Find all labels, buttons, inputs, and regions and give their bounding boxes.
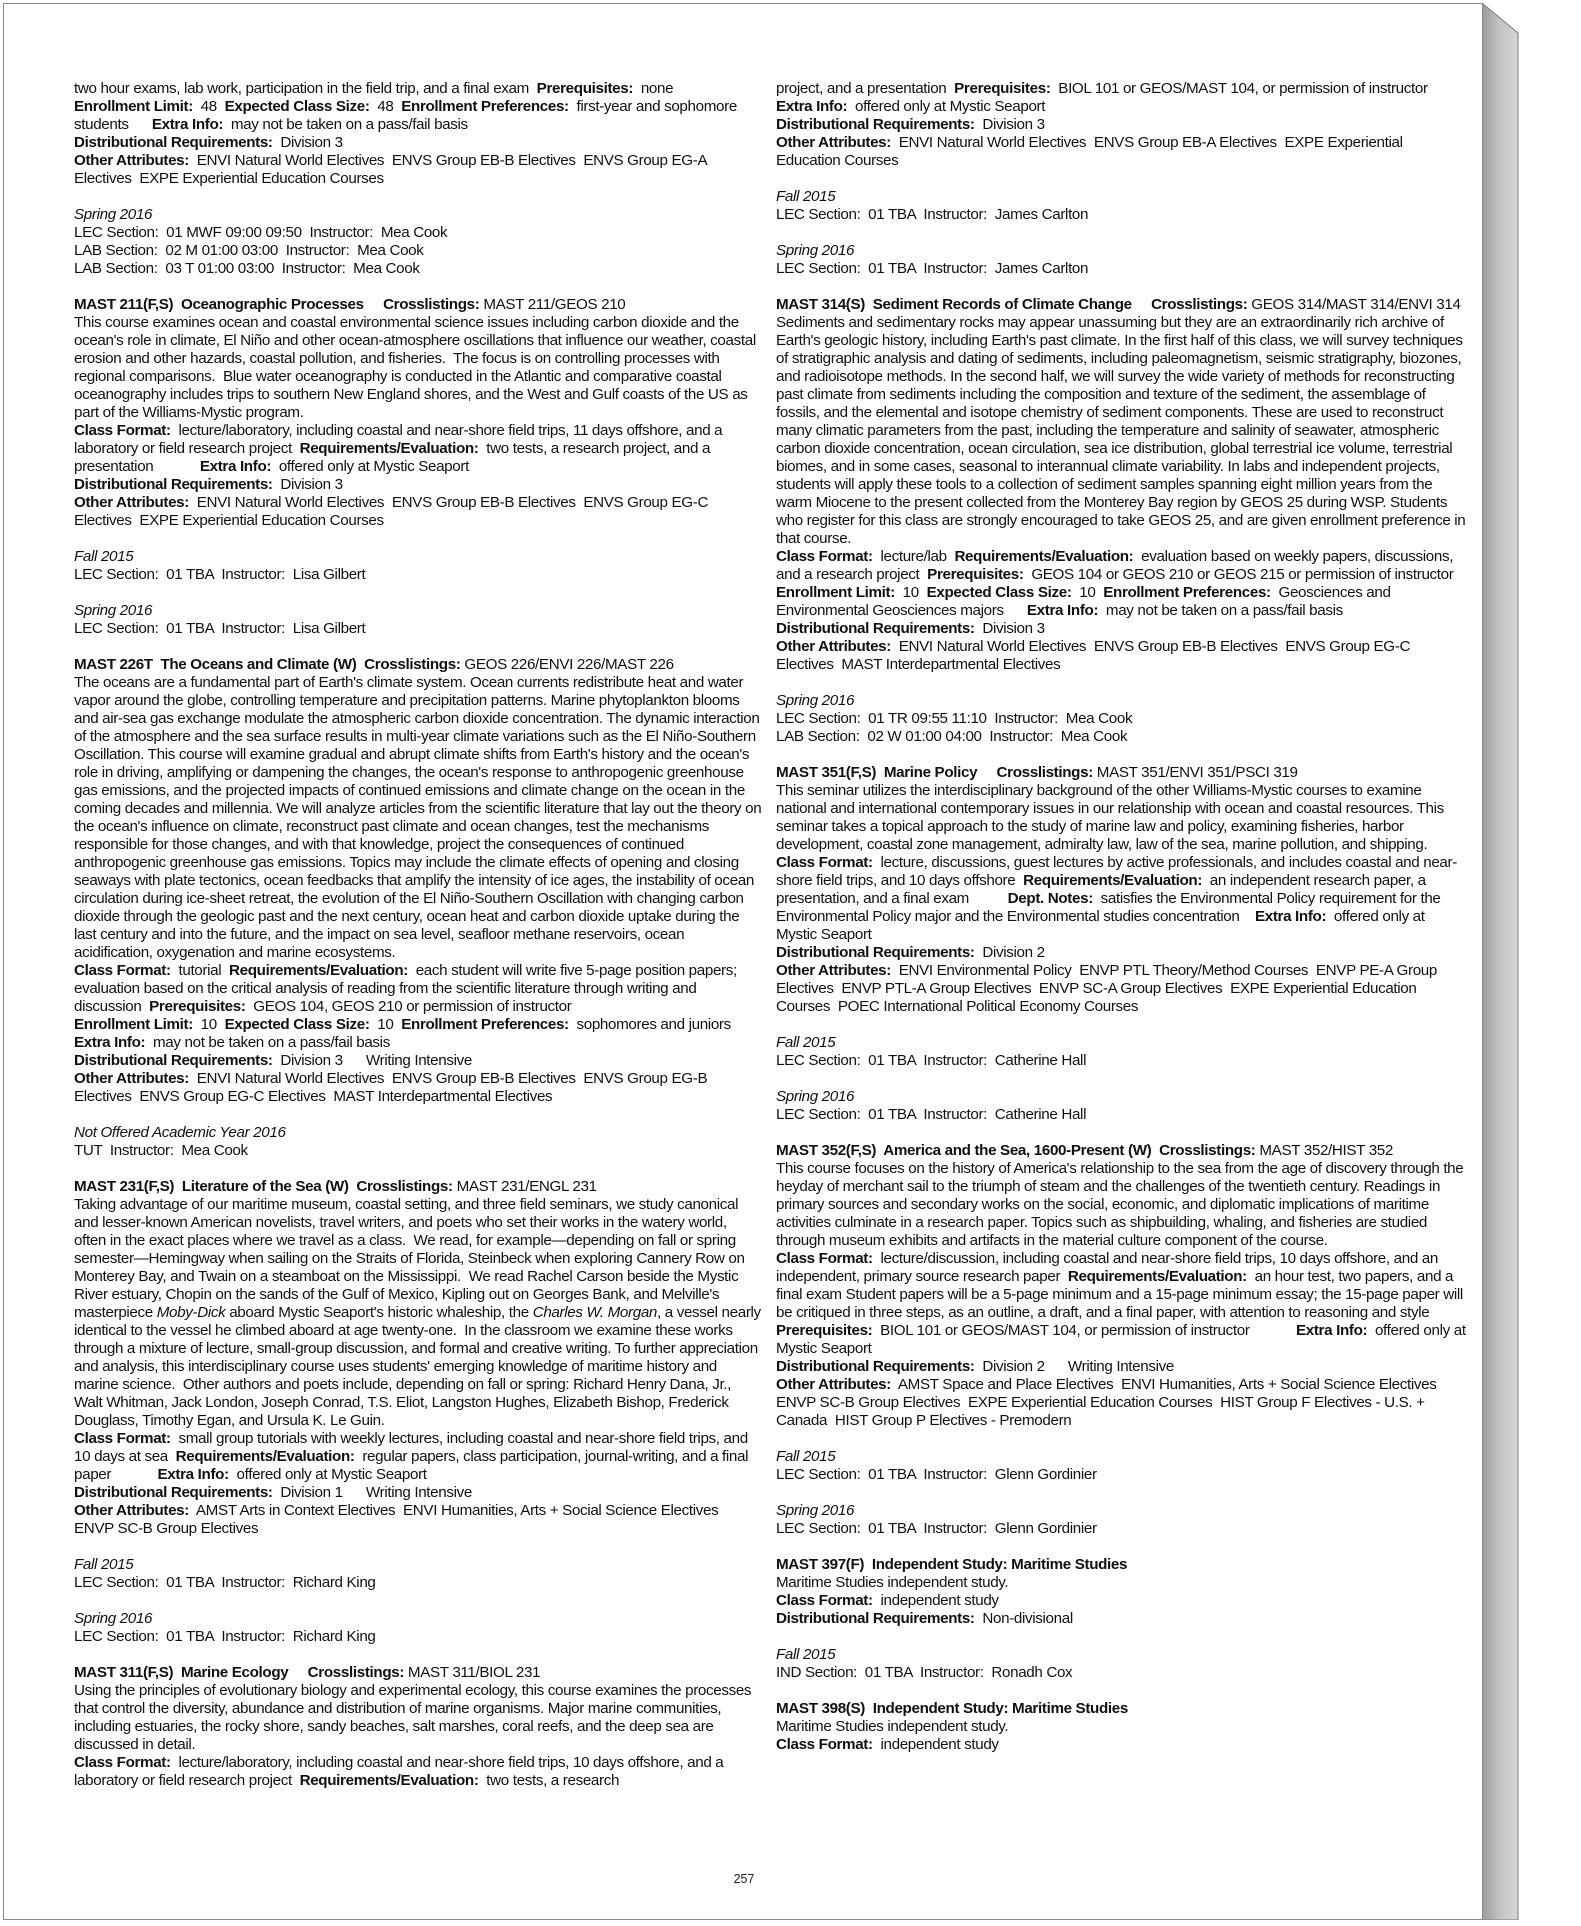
field-label: Extra Info: [151, 116, 224, 133]
field-value: AMST Arts in Context Electives ENVI Humanities, Arts + Social Science Electives ENVP SC-B Group Electives [74, 1502, 727, 1537]
text-line [776, 1448, 1466, 1466]
field-value: lecture/lab [872, 548, 955, 565]
field-label: Class Format: [776, 1250, 873, 1267]
field-label: Enrollment Limit: [74, 1016, 193, 1033]
course-title-line [74, 1664, 762, 1682]
field-label: Class Format: [776, 1736, 873, 1753]
field-label: MAST 211(F,S) Oceanographic Processes Crosslistings: [74, 296, 480, 313]
field-label: Class Format: [776, 1592, 873, 1609]
italic-text: Charles W. Morgan [532, 1304, 658, 1321]
field-label: Other Attributes: [74, 494, 189, 511]
field-value: independent study [872, 1592, 999, 1609]
field-value: BIOL 101 or GEOS/MAST 104, or permission of instructor [1050, 80, 1475, 97]
field-value: 10 [1071, 584, 1104, 601]
text-line [776, 1034, 1466, 1052]
field-value: lecture/discussion, including coastal and near-shore field trips, 10 days offshore, and an independent, primary source research paper [776, 1250, 1442, 1285]
text-line [776, 1664, 1466, 1682]
field-value: Division 3 [974, 620, 1045, 637]
text-line [74, 494, 762, 530]
field-label: Enrollment Limit: [776, 584, 895, 601]
text-line [776, 1592, 1466, 1610]
field-label: Distributional Requirements: [776, 944, 975, 961]
course-title-line [74, 1178, 762, 1196]
field-value: ENVI Natural World Electives ENVS Group EB-B Electives ENVS Group EG-B Electives ENVS Group EG-C Electives MAST Interdepartmental Electives [74, 1070, 712, 1105]
section-schedule [74, 1556, 762, 1592]
text-line [74, 1610, 762, 1628]
text-line [74, 206, 762, 224]
field-value: an hour test, two papers, and a final exam Student papers will be a 5-page minimum and a 15-page minimum essay; the 15-page paper will be critiqued in three steps, as an outline, a draft, and a final paper, with attention to reasoning and style [776, 1268, 1467, 1321]
field-value: small group tutorials with weekly lectures, including coastal and near-shore field trips, and 10 days at sea [74, 1430, 752, 1465]
field-value: independent study [872, 1736, 999, 1753]
text-line [776, 1502, 1466, 1520]
field-value: tutorial [170, 962, 229, 979]
field-value: MAST 231/ENGL 231 [452, 1178, 597, 1195]
right-column [776, 80, 1475, 1772]
field-value: GEOS 104 or GEOS 210 or GEOS 215 or permission of instructor [1023, 566, 1462, 583]
text-line [776, 728, 1466, 746]
course-title-line [74, 656, 762, 674]
field-value: LEC Section: 01 TR 09:55 11:10 Instructor: Mea Cook [776, 710, 1133, 727]
field-value: offered only at Mystic Seaport [271, 458, 469, 475]
field-label: Requirements/Evaluation: [1023, 872, 1203, 889]
text-line [74, 620, 762, 638]
field-label: Class Format: [74, 422, 171, 439]
field-value: project, and a presentation [776, 80, 955, 97]
text-line [776, 1466, 1466, 1484]
text-line [776, 782, 1466, 854]
text-line [74, 548, 762, 566]
field-value: offered only at Mystic Seaport [228, 1466, 427, 1483]
field-value: lecture/laboratory, including coastal and near-shore field trips, 10 days offshore, and a laboratory or field research project [74, 1754, 728, 1789]
field-value: This course focuses on the history of America's relationship to the sea from the age of discovery through the heyday of merchant sail to the triumph of steam and the challenges of the twentieth century. Readings in primary sources and secondary works on the social, economic, and diplomatic implications of maritime activities culminate in a research paper. Topics such as shipbuilding, whaling, and fisheries are studied through museum exhibits and artifacts in the material culture component of the course. [776, 1160, 1468, 1249]
text-line [74, 80, 762, 98]
text-line [776, 134, 1466, 170]
field-value: may not be taken on a pass/fail basis [145, 1034, 390, 1051]
field-value: ENVI Environmental Policy ENVP PTL Theory/Method Courses ENVP PE-A Group Electives ENVP PTL-A Group Electives ENVP SC-A Group Electives EXPE Experiential Education Courses POEC International Political Economy Courses [776, 962, 1441, 1015]
field-label: Requirements/Evaluation: [299, 1772, 479, 1789]
field-value: LEC Section: 01 TBA Instructor: James Carlton [776, 260, 1089, 277]
field-label: Requirements/Evaluation: [175, 1448, 355, 1465]
text-line [74, 1070, 762, 1106]
text-line [74, 314, 762, 422]
text-line [776, 188, 1466, 206]
text-line [776, 260, 1466, 278]
text-line [776, 620, 1466, 638]
field-value: two hour exams, lab work, participation in the field trip, and a final exam [74, 80, 537, 97]
field-label: Distributional Requirements: [74, 1052, 273, 1069]
italic-text: Spring 2016 [776, 242, 855, 259]
text-line [74, 1502, 762, 1538]
field-label: Prerequisites: [536, 80, 634, 97]
field-label: Dept. Notes: [1007, 890, 1093, 907]
italic-text: Moby-Dick [156, 1304, 226, 1321]
field-label: Distributional Requirements: [776, 1358, 975, 1375]
field-value: LEC Section: 01 TBA Instructor: Catherine Hall [776, 1052, 1087, 1069]
field-label: Expected Class Size: [224, 98, 370, 115]
text-line [74, 1574, 762, 1592]
course-entry [776, 764, 1466, 1016]
field-value: Division 3 [272, 476, 343, 493]
course-title-line [776, 296, 1466, 314]
field-value: 48 [192, 98, 225, 115]
section-schedule [776, 1646, 1466, 1682]
text-line [776, 1376, 1466, 1430]
section-schedule [776, 188, 1466, 224]
text-line [74, 674, 766, 962]
field-value: Division 3 [974, 116, 1045, 133]
text-line [74, 1430, 762, 1484]
section-schedule [74, 206, 762, 278]
field-value: LAB Section: 02 W 01:00 04:00 Instructor: Mea Cook [776, 728, 1128, 745]
text-line [74, 602, 762, 620]
text-line [776, 548, 1466, 620]
field-value: MAST 311/BIOL 231 [404, 1664, 541, 1681]
course-entry [74, 296, 762, 530]
field-label: Other Attributes: [74, 1070, 189, 1087]
field-value: may not be taken on a pass/fail basis [223, 116, 468, 133]
text-line [776, 1736, 1466, 1754]
field-value: The oceans are a fundamental part of Earth's climate system. Ocean currents redistribute heat and water vapor around the globe, controlling temperature and precipitation patterns. Marine phytoplankton blooms and air-sea gas exchange modulate the atmospheric carbon dioxide concentration. The dynamic interaction of the atmosphere and the sea surface results in multi-year climate variations such as the El Niño-Southern Oscillation. This course will examine gradual and abrupt climate shifts from Earth's history and the ocean's role in driving, amplifying or dampening the changes, the ocean's response to anthropogenic greenhouse gas emissions, and the projected impacts of continued emissions and climate change on the ocean in the coming decades and millennia. We will analyze articles from the scientific literature that lay out the theory on the ocean's influence on climate, reconstruct past climate and ocean changes, test the mechanisms responsible for those changes, and with that knowledge, project the consequences of continued anthropogenic greenhouse gas emissions. Topics may include the climate effects of opening and closing seaways with plate tectonics, ocean feedbacks that amplify the intensity of ice ages, the instability of ocean circulation during ice-sheet retreat, the evolution of the El Niño-Southern Oscillation with changing carbon dioxide through the geologic past and the next century, ocean heat and carbon dioxide uptake during the last century and into the future, and the impact on sea level, seafloor methane reservoirs, ocean acidification, oxygenation and marine ecosystems. [74, 674, 766, 961]
field-label: MAST 226T The Oceans and Climate (W) Crosslistings: [74, 656, 461, 673]
field-value: Division 3 Writing Intensive [272, 1052, 472, 1069]
italic-text: Fall 2015 [776, 1646, 836, 1663]
field-label: Expected Class Size: [926, 584, 1072, 601]
text-line [74, 152, 762, 188]
field-label: Other Attributes: [776, 962, 891, 979]
field-value: lecture/laboratory, including coastal and near-shore field trips, 11 days offshore, and a laboratory or field research project [74, 422, 727, 457]
field-label: Requirements/Evaluation: [229, 962, 408, 979]
text-line [776, 962, 1466, 1016]
course-title-line [776, 1556, 1466, 1574]
text-line [74, 1124, 762, 1142]
field-label: Extra Info: [157, 1466, 229, 1483]
course-title-line [776, 764, 1466, 782]
field-value: LAB Section: 03 T 01:00 03:00 Instructor: Mea Cook [74, 260, 420, 277]
field-value: LEC Section: 01 TBA Instructor: Lisa Gilbert [74, 620, 366, 637]
field-label: Distributional Requirements: [776, 116, 975, 133]
field-label: Requirements/Evaluation: [954, 548, 1134, 565]
field-label: Other Attributes: [776, 1376, 891, 1393]
left-column [74, 80, 766, 1808]
field-value: ENVI Natural World Electives ENVS Group EB-B Electives ENVS Group EG-C Electives EXPE Experiential Education Courses [74, 494, 712, 529]
section-schedule [74, 1610, 762, 1646]
field-label: Requirements/Evaluation: [1067, 1268, 1247, 1285]
catalog-page [3, 3, 1483, 1920]
field-label: Extra Info: [1254, 908, 1327, 925]
italic-text: Spring 2016 [776, 1088, 855, 1105]
text-line [776, 1088, 1466, 1106]
field-label: Enrollment Limit: [74, 98, 193, 115]
field-label: Prerequisites: [776, 1322, 873, 1339]
field-label: MAST 314(S) Sediment Records of Climate Change Crosslistings: [776, 296, 1248, 313]
field-label: Other Attributes: [74, 152, 189, 169]
field-value: 48 [369, 98, 402, 115]
field-value: none [633, 80, 674, 97]
italic-text: Fall 2015 [776, 1034, 836, 1051]
section-schedule [776, 242, 1466, 278]
italic-text: Fall 2015 [776, 188, 836, 205]
text-line [74, 1142, 762, 1160]
field-value: Sediments and sedimentary rocks may appear unassuming but they are an extraordinarily rich archive of Earth's geologic history, including Earth's past climate. In the first half of this class, we will survey techniques of stratigraphic analysis and dating of sediments, including paleomagnetism, seismic stratigraphy, biozones, and radioisotope methods. In the second half, we will survey the wide variety of methods for reconstructing past climate from sediments including the composition and texture of the sediment, the assemblage of fossils, and the elemental and isotope chemistry of sediment components. These are used to reconstruct many climatic parameters from the past, including the temperature and salinity of seawater, atmospheric carbon dioxide concentration, ocean circulation, sea ice distribution, global terrestrial ice volume, terrestrial biomes, and in some cases, seasonal to interannual climate variability. In labs and independent projects, students will apply these tools to a collection of sediment samples spanning eight million years from the warm Miocene to the present collected from the Monterey Bay region by GEOS 25 during WSP. Students who register for this class are strongly encouraged to take GEOS 25, and are given enrollment preference in that course. [776, 314, 1470, 547]
field-label: Distributional Requirements: [74, 134, 273, 151]
field-value: GEOS 104, GEOS 210 or permission of instructor [245, 998, 572, 1015]
text-line [74, 1052, 762, 1070]
text-line [74, 1016, 762, 1052]
text-line [74, 1754, 762, 1790]
section-schedule [776, 1088, 1466, 1124]
field-value: LEC Section: 01 TBA Instructor: Lisa Gilbert [74, 566, 366, 583]
field-label: Class Format: [776, 854, 873, 871]
section-schedule [74, 548, 762, 584]
field-value: Division 2 [974, 944, 1045, 961]
text-line [776, 1574, 1466, 1592]
field-value: aboard Mystic Seaport's historic whaleship, the [225, 1304, 533, 1321]
text-line [776, 80, 1475, 116]
field-value: MAST 211/GEOS 210 [479, 296, 626, 313]
text-line [74, 242, 762, 260]
text-line [776, 314, 1470, 548]
field-value: Non-divisional [974, 1610, 1073, 1627]
field-label: Class Format: [776, 548, 873, 565]
field-value: evaluation based on weekly papers, discussions, and a research project [776, 548, 1457, 583]
field-value: TUT Instructor: Mea Cook [74, 1142, 248, 1159]
course-entry [776, 1556, 1466, 1628]
section-schedule [776, 1448, 1466, 1484]
text-line [776, 854, 1466, 944]
field-value: may not be taken on a pass/fail basis [1098, 602, 1343, 619]
italic-text: Fall 2015 [776, 1448, 836, 1465]
text-line [74, 422, 762, 476]
field-value: lecture, discussions, guest lectures by active professionals, and includes coastal and near-shore field trips, and 10 days offshore [776, 854, 1457, 889]
field-label: Prerequisites: [927, 566, 1024, 583]
section-schedule [776, 692, 1466, 746]
section-schedule [74, 1124, 762, 1160]
field-value: offered only at Mystic Seaport [776, 1322, 1470, 1357]
text-line [74, 1682, 762, 1754]
field-value: LEC Section: 01 TBA Instructor: Catherine Hall [776, 1106, 1087, 1123]
field-value: sophomores and juniors [568, 1016, 755, 1033]
field-label: Extra Info: [74, 1034, 146, 1051]
field-value: LEC Section: 01 MWF 09:00 09:50 Instructor: Mea Cook [74, 224, 448, 241]
course-entry [776, 1142, 1470, 1430]
field-value: two tests, a research [478, 1772, 620, 1789]
page-edge-3d [1482, 3, 1522, 1920]
field-label: Distributional Requirements: [776, 620, 975, 637]
text-line [74, 962, 762, 1016]
italic-text: Fall 2015 [74, 548, 134, 565]
text-line [776, 1520, 1466, 1538]
italic-text: Spring 2016 [74, 1610, 153, 1627]
field-value: Division 1 Writing Intensive [272, 1484, 472, 1501]
field-value: ENVI Natural World Electives ENVS Group EB-B Electives ENVS Group EG-A Electives EXPE Experiential Education Courses [74, 152, 711, 187]
field-label: Distributional Requirements: [74, 1484, 273, 1501]
field-value: LEC Section: 01 TBA Instructor: James Carlton [776, 206, 1089, 223]
text-line [776, 242, 1466, 260]
field-label: MAST 397(F) Independent Study: Maritime Studies [776, 1556, 1128, 1573]
field-label: Class Format: [74, 1754, 171, 1771]
field-label: Other Attributes: [776, 638, 891, 655]
field-label: MAST 352(F,S) America and the Sea, 1600-Present (W) Crosslistings: [776, 1142, 1256, 1159]
section-schedule [74, 602, 762, 638]
field-value: GEOS 314/MAST 314/ENVI 314 [1247, 296, 1461, 313]
field-label: Enrollment Preferences: [1103, 584, 1271, 601]
text-line [776, 710, 1466, 728]
italic-text: Spring 2016 [74, 206, 153, 223]
text-line [776, 1052, 1466, 1070]
text-line [74, 1196, 765, 1430]
field-value: IND Section: 01 TBA Instructor: Ronadh Cox [776, 1664, 1073, 1681]
text-line [776, 1358, 1466, 1376]
field-value: offered only at Mystic Seaport [776, 908, 1429, 943]
text-line [776, 1718, 1466, 1736]
text-line [74, 1628, 762, 1646]
field-value: LEC Section: 01 TBA Instructor: Glenn Gordinier [776, 1520, 1097, 1537]
field-value: Geosciences and Environmental Geosciences majors [776, 584, 1395, 619]
field-label: Class Format: [74, 962, 171, 979]
field-value: This seminar utilizes the interdisciplinary background of the other Williams-Mystic courses to examine national and international contemporary issues in our relationship with ocean and coastal resources. This seminar takes a topical approach to the study of marine law and policy, examining fisheries, harbor development, coastal zone management, admiralty law, law of the sea, marine pollution, and shipping. [776, 782, 1448, 853]
text-line [776, 692, 1466, 710]
italic-text: Spring 2016 [74, 602, 153, 619]
text-line [74, 134, 762, 152]
text-line [776, 638, 1466, 674]
course-title-line [776, 1142, 1466, 1160]
field-value: GEOS 226/ENVI 226/MAST 226 [460, 656, 674, 673]
field-value: LEC Section: 01 TBA Instructor: Richard King [74, 1574, 376, 1591]
section-schedule [776, 1034, 1466, 1070]
text-line [776, 206, 1466, 224]
field-value: two tests, a research project, and a presentation [74, 440, 714, 475]
field-label: Extra Info: [199, 458, 272, 475]
field-value: Division 3 [272, 134, 343, 151]
text-line [74, 224, 762, 242]
course-continuation [776, 80, 1475, 170]
field-value: Maritime Studies independent study. [776, 1574, 1009, 1591]
field-value: first-year and sophomore students [74, 98, 741, 133]
text-line [74, 260, 762, 278]
field-value: Using the principles of evolutionary biology and experimental ecology, this course examines the processes that control the diversity, abundance and distribution of marine organisms. Major marine communities, including estuaries, the rocky shore, sandy beaches, salt marshes, coral reefs, and the deep sea are discussed in detail. [74, 1682, 756, 1753]
field-label: Extra Info: [776, 98, 848, 115]
field-value: , a vessel nearly identical to the vessel he climbed aboard at age twenty-one. In the classroom we examine these works through a mixture of lecture, small-group discussion, and formal and creative writing. To further appreciation and analysis, this interdisciplinary course uses students' emerging knowledge of maritime history and marine science. Other authors and poets include, depending on fall or spring: Richard Henry Dana, Jr., Walt Whitman, Jack London, Joseph Conrad, T.S. Eliot, Langston Hughes, Elizabeth Bishop, Frederick Douglass, Timothy Egan, and Ursula K. Le Guin. [74, 1304, 765, 1429]
text-line [776, 1610, 1466, 1628]
text-line [74, 476, 762, 494]
field-label: Other Attributes: [74, 1502, 189, 1519]
text-line [74, 1556, 762, 1574]
italic-text: Spring 2016 [776, 692, 855, 709]
field-value: ENVI Natural World Electives ENVS Group EB-A Electives EXPE Experiential Education Courses [776, 134, 1407, 169]
field-value: ENVI Natural World Electives ENVS Group EB-B Electives ENVS Group EG-C Electives MAST Interdepartmental Electives [776, 638, 1414, 673]
field-label: Class Format: [74, 1430, 171, 1447]
field-value: LEC Section: 01 TBA Instructor: Glenn Gordinier [776, 1466, 1097, 1483]
field-value: Division 2 Writing Intensive [974, 1358, 1174, 1375]
text-line [776, 944, 1466, 962]
field-value: Maritime Studies independent study. [776, 1718, 1009, 1735]
field-label: Extra Info: [1026, 602, 1099, 619]
field-label: Extra Info: [1295, 1322, 1368, 1339]
course-entry [74, 656, 766, 1106]
field-value: MAST 352/HIST 352 [1255, 1142, 1393, 1159]
field-value: an independent research paper, a presentation, and a final exam [776, 872, 1430, 907]
field-label: Requirements/Evaluation: [299, 440, 479, 457]
italic-text: Fall 2015 [74, 1556, 134, 1573]
field-value: satisfies the Environmental Policy requirement for the Environmental Policy major and the Environmental studies concentration [776, 890, 1445, 925]
course-entry [74, 1178, 765, 1538]
field-label: MAST 351(F,S) Marine Policy Crosslistings: [776, 764, 1093, 781]
text-line [776, 1160, 1466, 1250]
text-line [74, 566, 762, 584]
field-value: AMST Space and Place Electives ENVI Humanities, Arts + Social Science Electives ENVP SC-B Group Electives EXPE Experiential Education Courses HIST Group F Electives - U.S. + Canada HIST Group P Electives - Premodern [776, 1376, 1445, 1429]
field-value: 10 [192, 1016, 225, 1033]
field-label: Enrollment Preferences: [401, 1016, 569, 1033]
field-value: regular papers, class participation, journal-writing, and a final paper [74, 1448, 753, 1483]
section-schedule [776, 1502, 1466, 1538]
field-label: MAST 398(S) Independent Study: Maritime Studies [776, 1700, 1128, 1717]
field-label: Enrollment Preferences: [401, 98, 569, 115]
field-value: offered only at Mystic Seaport [847, 98, 1046, 115]
field-label: Other Attributes: [776, 134, 891, 151]
field-label: Prerequisites: [954, 80, 1051, 97]
field-value: MAST 351/ENVI 351/PSCI 319 [1092, 764, 1298, 781]
field-value: Taking advantage of our maritime museum, coastal setting, and three field seminars, we study canonical and lesser-known American novelists, travel writers, and poets who set their works in the watery world, often in the exact places where we travel as a class. We read, for example—depending on fall or spring semester—Hemingway when sailing on the Straits of Florida, Steinbeck when exploring Cannery Row on Monterey Bay, and Twain on a steamboat on the Mississippi. We read Rachel Carson beside the Mystic River estuary, Chopin on the sands of the Gulf of Mexico, Kipling out on Georges Bank, and Melville's masterpiece [74, 1196, 749, 1321]
course-entry [74, 1664, 762, 1790]
field-value: LAB Section: 02 M 01:00 03:00 Instructor: Mea Cook [74, 242, 424, 259]
field-value: 10 [369, 1016, 402, 1033]
field-label: Expected Class Size: [224, 1016, 370, 1033]
text-line [776, 1106, 1466, 1124]
page-number: 257 [733, 1872, 755, 1886]
text-line [776, 1646, 1466, 1664]
course-title-line [74, 296, 762, 314]
field-value: BIOL 101 or GEOS/MAST 104, or permission of instructor [872, 1322, 1296, 1339]
text-line [74, 98, 762, 134]
field-label: Distributional Requirements: [74, 476, 273, 493]
field-label: MAST 311(F,S) Marine Ecology Crosslistings: [74, 1664, 405, 1681]
field-label: Prerequisites: [149, 998, 246, 1015]
italic-text: Spring 2016 [776, 1502, 855, 1519]
course-entry [776, 1700, 1466, 1754]
course-continuation [74, 80, 762, 188]
text-line [776, 116, 1466, 134]
field-value: LEC Section: 01 TBA Instructor: Richard King [74, 1628, 376, 1645]
course-title-line [776, 1700, 1466, 1718]
field-value: This course examines ocean and coastal environmental science issues including carbon dioxide and the ocean's role in climate, El Niño and other ocean-atmosphere oscillations that influence our weather, coastal erosion and other hazards, coastal pollution, and fisheries. The focus is on controlling processes with regional comparisons. Blue water oceanography is conducted in the Atlantic and comparative coastal oceanography includes trips to southern New England shores, and the West and Gulf coasts of the US as part of the Williams-Mystic program. [74, 314, 760, 421]
field-label: MAST 231(F,S) Literature of the Sea (W) Crosslistings: [74, 1178, 453, 1195]
field-value: 10 [894, 584, 927, 601]
text-line [74, 1484, 762, 1502]
course-entry [776, 296, 1470, 674]
field-label: Distributional Requirements: [776, 1610, 975, 1627]
text-line [776, 1250, 1470, 1358]
italic-text: Not Offered Academic Year 2016 [74, 1124, 286, 1141]
field-value: each student will write five 5-page position papers; evaluation based on the critical analysis of reading from the scientific literature through writing and discussion [74, 962, 741, 1015]
